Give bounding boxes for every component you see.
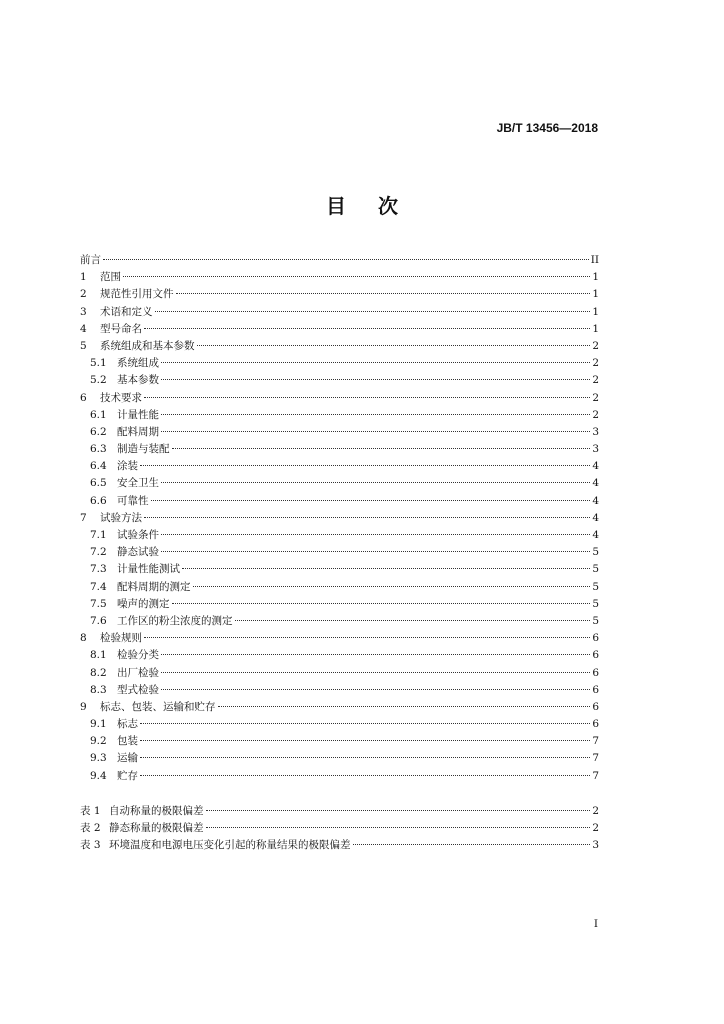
toc-entry-page: 5 (592, 597, 599, 610)
toc-entry-page: 1 (592, 322, 599, 335)
toc-entry-number: 8.1 (90, 649, 107, 662)
toc-entry[interactable] (80, 596, 599, 613)
toc-entry[interactable] (80, 630, 599, 647)
toc-entry-title: 系统组成和基本参数 (100, 339, 195, 352)
dot-leader (206, 810, 591, 811)
page-title: 目次 (326, 194, 430, 218)
toc-entry-number: 5.1 (90, 357, 107, 370)
toc-entry-page: 2 (592, 804, 599, 817)
toc-entry-title: 静态称量的极限偏差 (109, 822, 204, 834)
toc-entry-title: 涂装 (117, 460, 138, 473)
dot-leader (144, 637, 590, 638)
toc-entry-number: 6.4 (90, 460, 107, 473)
dot-leader (161, 672, 590, 673)
dot-leader (206, 827, 591, 828)
standard-number: JB/T 13456—2018 (496, 121, 598, 135)
dot-leader (161, 689, 590, 690)
toc-entry-number: 表 1 (80, 804, 101, 817)
toc-entry[interactable] (80, 768, 599, 785)
dot-leader (161, 551, 590, 552)
toc-entry-title: 前言 (80, 254, 101, 266)
dot-leader (161, 482, 590, 483)
toc-entry-number: 9.1 (90, 718, 107, 731)
toc-entry-number: 表 2 (80, 822, 101, 834)
toc-entry-number: 6 (80, 391, 87, 404)
dot-leader (353, 844, 591, 845)
toc-entry[interactable] (80, 252, 599, 269)
toc-entry-page: 6 (592, 649, 599, 662)
toc-entry-page: II (590, 254, 599, 266)
dot-leader (182, 568, 590, 569)
toc-entry-page: 1 (592, 288, 599, 301)
dot-leader (161, 534, 590, 535)
page-number: I (593, 918, 598, 930)
toc-entry-page: 5 (592, 563, 599, 576)
toc-entry-page: 7 (592, 752, 599, 765)
toc-entry-page: 6 (592, 700, 599, 713)
toc-entry-number: 3 (80, 305, 87, 318)
toc-entry-title: 标志 (117, 718, 138, 731)
toc-entry-number: 6.1 (90, 408, 107, 421)
toc-entry-title: 噪声的测定 (117, 597, 170, 610)
toc-entry[interactable] (80, 716, 599, 733)
dot-leader (172, 448, 591, 449)
dot-leader (140, 757, 590, 758)
toc-entry-title: 型号命名 (100, 322, 142, 335)
toc-entry-number: 7.4 (90, 580, 107, 593)
toc-entry-title: 试验方法 (100, 511, 142, 524)
toc-entry-title: 术语和定义 (100, 305, 153, 318)
toc-entry-page: 6 (592, 632, 599, 645)
dot-leader (140, 775, 590, 776)
toc-entry-title: 可靠性 (117, 494, 149, 507)
toc-entry[interactable] (80, 544, 599, 561)
toc-entry-number: 8 (80, 632, 87, 645)
toc-entry-page: 7 (592, 769, 599, 782)
toc-entry[interactable] (80, 338, 599, 355)
toc-entry-number: 2 (80, 288, 87, 301)
dot-leader (140, 465, 590, 466)
toc-entry[interactable] (80, 372, 599, 389)
dot-leader (161, 431, 590, 432)
toc-entry-page: 6 (592, 718, 599, 731)
dot-leader (151, 500, 591, 501)
toc-entry[interactable] (80, 424, 599, 441)
toc-entry-number: 9 (80, 700, 87, 713)
toc-entry-title: 自动称量的极限偏差 (109, 804, 204, 817)
table-list-entry[interactable] (80, 837, 599, 854)
toc-entry-number: 7.1 (90, 529, 107, 541)
toc-entry[interactable] (80, 441, 599, 458)
toc-entry-page: 4 (592, 477, 599, 490)
toc-entry-title: 范围 (100, 271, 121, 284)
toc-entry-page: 3 (592, 839, 599, 852)
toc-entry-page: 2 (592, 357, 599, 370)
toc-entry[interactable] (80, 699, 599, 716)
toc-entry[interactable] (80, 579, 599, 596)
toc-entry-page: 6 (592, 683, 599, 696)
toc-entry-title: 制造与装配 (117, 443, 170, 456)
toc-entry-page: 1 (592, 271, 599, 284)
toc-entry-page: 5 (592, 614, 599, 627)
toc-entry-title: 技术要求 (100, 391, 142, 404)
table-of-contents (80, 252, 599, 854)
toc-entry-page: 4 (592, 511, 599, 524)
toc-entry-number: 7.3 (90, 563, 107, 576)
toc-entry-title: 检验分类 (117, 649, 159, 662)
toc-entry-title: 包装 (117, 735, 138, 748)
toc-entry-number: 6.6 (90, 494, 107, 507)
toc-entry-page: 3 (592, 425, 599, 438)
toc-entry-title: 出厂检验 (117, 666, 159, 679)
toc-entry-number: 6.2 (90, 425, 107, 438)
toc-entry[interactable] (80, 682, 599, 699)
toc-entry-number: 9.3 (90, 752, 107, 765)
toc-entry-number: 5.2 (90, 374, 107, 387)
dot-leader (197, 345, 591, 346)
dot-leader (161, 362, 590, 363)
toc-entry-page: 4 (592, 460, 599, 473)
toc-entry-page: 4 (592, 494, 599, 507)
toc-entry[interactable] (80, 304, 599, 321)
dot-leader (144, 328, 590, 329)
toc-entry-page: 2 (592, 822, 599, 834)
toc-entry-number: 8.2 (90, 666, 107, 679)
toc-entry[interactable] (80, 665, 599, 682)
toc-entry-page: 1 (592, 305, 599, 318)
toc-entry[interactable] (80, 647, 599, 664)
toc-entry[interactable] (80, 493, 599, 510)
toc-entry[interactable] (80, 510, 599, 527)
toc-entry-page: 2 (592, 391, 599, 404)
table-list-entry[interactable] (80, 820, 599, 837)
toc-entry-page: 2 (592, 408, 599, 421)
toc-entry-page: 6 (592, 666, 599, 679)
toc-entry-title: 环境温度和电源电压变化引起的称量结果的极限偏差 (109, 839, 351, 852)
toc-entry-page: 4 (592, 529, 599, 541)
dot-leader (140, 723, 590, 724)
dot-leader (176, 293, 591, 294)
toc-entry-title: 计量性能测试 (117, 563, 180, 576)
dot-leader (103, 259, 589, 260)
toc-entry-page: 5 (592, 546, 599, 559)
toc-entry[interactable] (80, 390, 599, 407)
dot-leader (144, 517, 590, 518)
dot-leader (161, 414, 590, 415)
dot-leader (172, 603, 591, 604)
toc-entry-number: 7.2 (90, 546, 107, 559)
toc-entry[interactable] (80, 407, 599, 424)
toc-entry-title: 配料周期的测定 (117, 580, 191, 593)
toc-entry-page: 5 (592, 580, 599, 593)
toc-entry[interactable] (80, 458, 599, 475)
toc-entry-page: 3 (592, 443, 599, 456)
toc-entry-number: 表 3 (80, 839, 101, 852)
toc-entry-title: 检验规则 (100, 632, 142, 645)
toc-entry-number: 5 (80, 339, 87, 352)
toc-entry-title: 运输 (117, 752, 138, 765)
toc-entry[interactable] (80, 355, 599, 372)
toc-entry[interactable] (80, 561, 599, 578)
section-gap (80, 785, 599, 803)
dot-leader (161, 654, 590, 655)
toc-entry-title: 型式检验 (117, 683, 159, 696)
toc-entry-title: 规范性引用文件 (100, 288, 174, 301)
toc-entry-title: 安全卫生 (117, 477, 159, 490)
dot-leader (161, 379, 590, 380)
toc-entry-number: 1 (80, 271, 87, 284)
toc-entry-number: 6.5 (90, 477, 107, 490)
dot-leader (193, 586, 591, 587)
toc-entry[interactable] (80, 269, 599, 286)
dot-leader (140, 740, 590, 741)
toc-entry[interactable] (80, 733, 599, 750)
toc-entry-title: 贮存 (117, 769, 138, 782)
toc-entry[interactable] (80, 527, 599, 544)
toc-entry-number: 7 (80, 511, 87, 524)
dot-leader (218, 706, 591, 707)
toc-entry-number: 7.6 (90, 614, 107, 627)
toc-entry-number: 8.3 (90, 683, 107, 696)
toc-entry-title: 标志、包装、运输和贮存 (100, 700, 216, 713)
toc-entry-number: 9.2 (90, 735, 107, 748)
toc-entry-number: 4 (80, 322, 87, 335)
toc-entry-title: 配料周期 (117, 425, 159, 438)
toc-entry-title: 工作区的粉尘浓度的测定 (117, 614, 233, 627)
toc-entry-title: 基本参数 (117, 374, 159, 387)
dot-leader (155, 311, 591, 312)
toc-entry-title: 系统组成 (117, 357, 159, 370)
toc-entry-title: 试验条件 (117, 529, 159, 541)
toc-entry[interactable] (80, 750, 599, 767)
toc-entry-page: 7 (592, 735, 599, 748)
toc-entry-title: 静态试验 (117, 546, 159, 559)
toc-entry[interactable] (80, 286, 599, 303)
toc-entry-number: 6.3 (90, 443, 107, 456)
dot-leader (235, 620, 591, 621)
toc-entry-number: 7.5 (90, 597, 107, 610)
toc-entry[interactable] (80, 321, 599, 338)
dot-leader (123, 276, 590, 277)
toc-entry-number: 9.4 (90, 769, 107, 782)
toc-entry-page: 2 (592, 374, 599, 387)
toc-entry-page: 2 (592, 339, 599, 352)
toc-entry-title: 计量性能 (117, 408, 159, 421)
toc-entry[interactable] (80, 613, 599, 630)
dot-leader (144, 397, 590, 398)
table-list-entry[interactable] (80, 803, 599, 820)
toc-entry[interactable] (80, 475, 599, 492)
